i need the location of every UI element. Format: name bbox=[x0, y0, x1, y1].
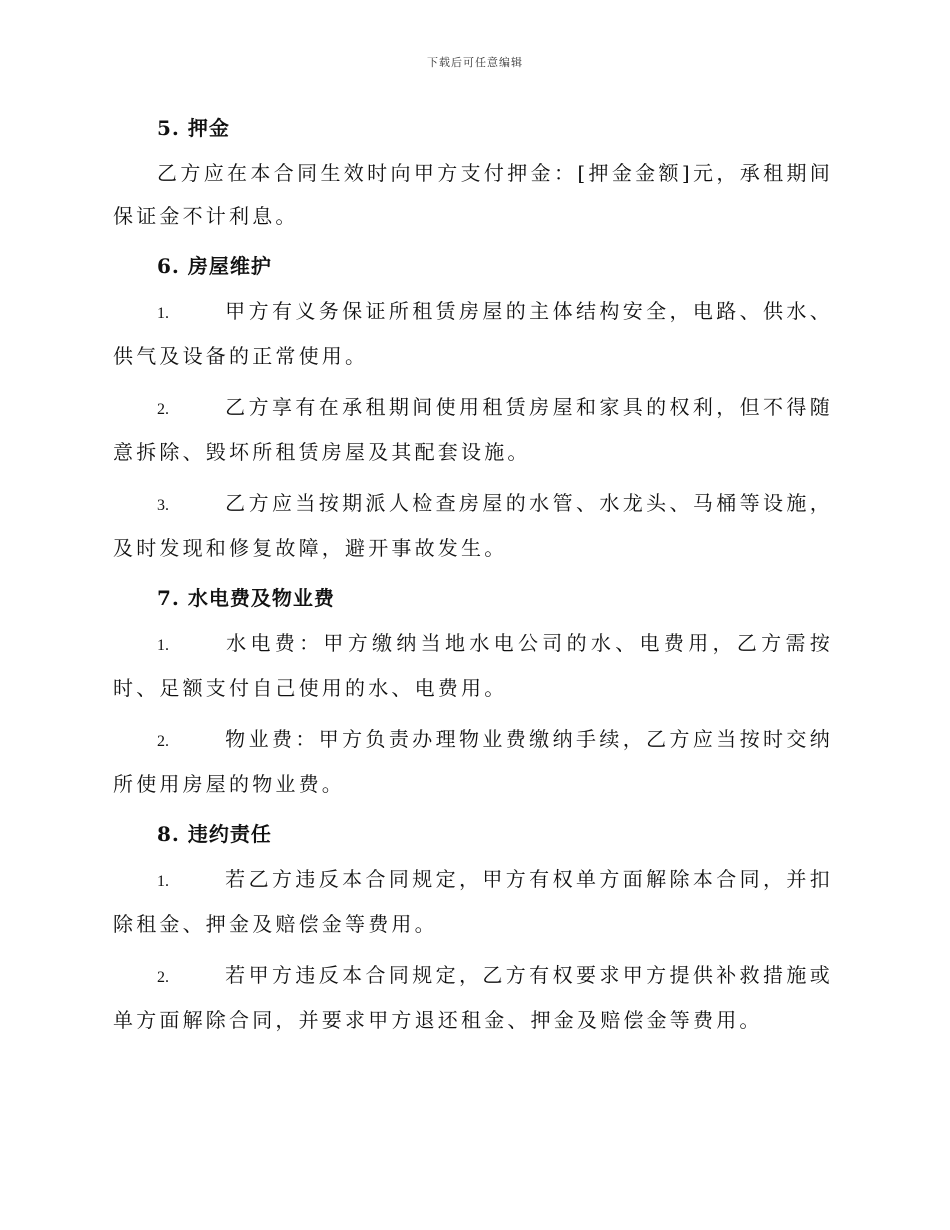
document-body bbox=[113, 108, 833, 1050]
item-text: 物业费：甲方负责办理物业费缴纳手续，乙方应当按时交纳所使用房屋的物业费。 bbox=[113, 727, 833, 796]
item-text: 水电费：甲方缴纳当地水电公司的水、电费用，乙方需按时、足额支付自己使用的水、电费用。 bbox=[113, 631, 833, 700]
item-text: 甲方有义务保证所租赁房屋的主体结构安全，电路、供水、供气及设备的正常使用。 bbox=[113, 299, 833, 368]
item-number: 2. bbox=[157, 969, 169, 986]
item-text: 若甲方违反本合同规定，乙方有权要求甲方提供补救措施或单方面解除合同，并要求甲方退还租金、押金及赔偿金等费用。 bbox=[113, 963, 833, 1032]
list-item bbox=[113, 290, 833, 378]
list-item bbox=[113, 954, 833, 1042]
item-number: 3. bbox=[157, 497, 169, 514]
list-item bbox=[113, 386, 833, 474]
item-number: 2. bbox=[157, 733, 169, 750]
item-text: 乙方享有在承租期间使用租赁房屋和家具的权利，但不得随意拆除、毁坏所租赁房屋及其配套设施。 bbox=[113, 395, 833, 464]
section-heading-utilities: 7. 水电费及物业费 bbox=[157, 586, 335, 610]
item-number: 1. bbox=[157, 305, 169, 322]
item-number: 1. bbox=[157, 637, 169, 654]
deposit-paragraph: 乙方应在本合同生效时向甲方支付押金：[押金金额]元，承租期间保证金不计利息。 bbox=[113, 161, 833, 228]
item-text: 乙方应当按期派人检查房屋的水管、水龙头、马桶等设施，及时发现和修复故障，避开事故发生。 bbox=[113, 491, 833, 560]
list-item bbox=[113, 858, 833, 946]
header-note: 下载后可任意编辑 bbox=[427, 56, 523, 69]
section-heading-deposit: 5. 押金 bbox=[157, 116, 230, 140]
item-number: 2. bbox=[157, 401, 169, 418]
section-heading-maintenance: 6. 房屋维护 bbox=[157, 254, 272, 278]
item-number: 1. bbox=[157, 873, 169, 890]
list-item bbox=[113, 622, 833, 710]
section-heading-liability: 8. 违约责任 bbox=[157, 822, 272, 846]
list-item bbox=[113, 718, 833, 806]
item-text: 若乙方违反本合同规定，甲方有权单方面解除本合同，并扣除租金、押金及赔偿金等费用。 bbox=[113, 867, 833, 936]
list-item bbox=[113, 482, 833, 570]
